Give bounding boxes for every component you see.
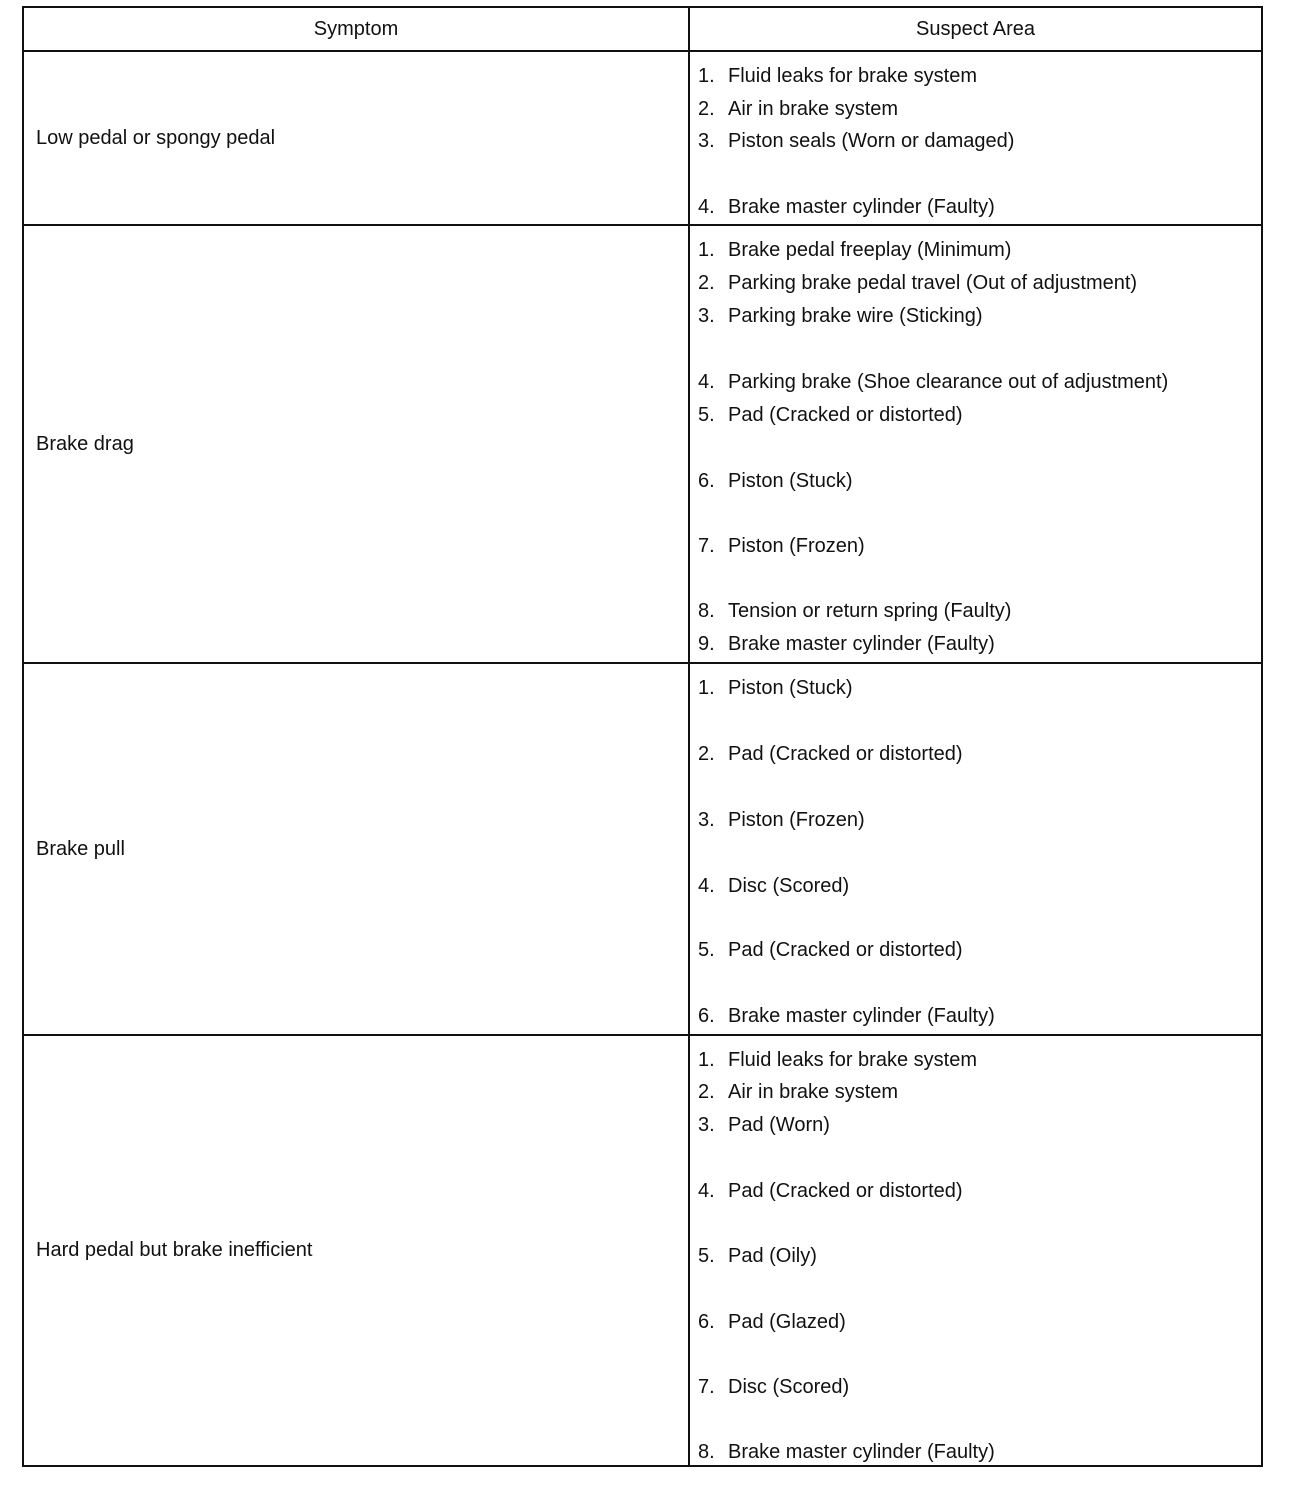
suspect-area-text: Disc (Scored) [728, 1376, 850, 1398]
header-row [24, 8, 1261, 50]
suspect-area-text: Brake master cylinder (Faulty) [728, 196, 995, 218]
list-item: 3. Piston (Frozen) [698, 809, 865, 831]
list-item: 2. Air in brake system [698, 1081, 899, 1103]
list-item: 8. Tension or return spring (Faulty) [698, 600, 1012, 622]
list-item: 7. Piston (Frozen) [698, 535, 865, 557]
list-item: 3. Pad (Worn) [698, 1114, 830, 1136]
list-item: 8. Brake master cylinder (Faulty) [698, 1441, 995, 1463]
list-item: 2. Pad (Cracked or distorted) [698, 743, 963, 765]
suspect-area-text: Piston (Stuck) [728, 470, 853, 492]
suspect-area-text: Piston seals (Worn or damaged) [728, 130, 1015, 152]
suspect-area-text: Parking brake wire (Sticking) [728, 305, 983, 327]
suspect-area-text: Piston (Frozen) [728, 809, 865, 831]
table-row [24, 662, 1261, 1034]
list-item: 9. Brake master cylinder (Faulty) [698, 633, 995, 655]
list-item: 5. Pad (Cracked or distorted) [698, 939, 963, 961]
list-item: 1. Piston (Stuck) [698, 677, 853, 699]
suspect-area-text: Pad (Cracked or distorted) [728, 743, 963, 765]
list-item: 2. Air in brake system [698, 98, 899, 120]
suspect-area-text: Pad (Glazed) [728, 1311, 846, 1333]
list-item: 3. Parking brake wire (Sticking) [698, 305, 983, 327]
suspect-area-text: Pad (Oily) [728, 1245, 817, 1267]
list-item: 7. Disc (Scored) [698, 1376, 850, 1398]
suspect-area-text: Air in brake system [728, 1081, 899, 1103]
suspect-area-list [698, 226, 1253, 662]
suspect-area-text: Brake pedal freeplay (Minimum) [728, 239, 1012, 261]
suspect-area-text: Brake master cylinder (Faulty) [728, 1005, 995, 1027]
suspect-area-text: Pad (Cracked or distorted) [728, 939, 963, 961]
suspect-area-text: Parking brake pedal travel (Out of adjustment) [728, 272, 1138, 294]
list-item: 6. Pad (Glazed) [698, 1311, 846, 1333]
list-item: 5. Pad (Oily) [698, 1245, 817, 1267]
list-item: 5. Pad (Cracked or distorted) [698, 404, 963, 426]
suspect-area-text: Fluid leaks for brake system [728, 1049, 977, 1071]
suspect-area-text: Brake master cylinder (Faulty) [728, 633, 995, 655]
symptom-cell: Hard pedal but brake inefficient [36, 1239, 313, 1261]
list-item: 1. Brake pedal freeplay (Minimum) [698, 239, 1012, 261]
suspect-area-text: Disc (Scored) [728, 875, 850, 897]
table-row [24, 50, 1261, 224]
suspect-area-text: Pad (Cracked or distorted) [728, 1180, 963, 1202]
list-item: 4. Brake master cylinder (Faulty) [698, 196, 995, 218]
list-item: 1. Fluid leaks for brake system [698, 65, 977, 87]
header-symptom: Symptom [313, 17, 399, 40]
suspect-area-text: Piston (Frozen) [728, 535, 865, 557]
list-item: 4. Pad (Cracked or distorted) [698, 1180, 963, 1202]
suspect-area-text: Air in brake system [728, 98, 899, 120]
suspect-area-list [698, 664, 1253, 1034]
list-item: 2. Parking brake pedal travel (Out of adjustment) [698, 272, 1138, 294]
suspect-area-text: Pad (Cracked or distorted) [728, 404, 963, 426]
suspect-area-text: Fluid leaks for brake system [728, 65, 977, 87]
symptom-cell: Low pedal or spongy pedal [36, 126, 276, 149]
table-row [24, 1034, 1261, 1465]
list-item: 4. Disc (Scored) [698, 875, 850, 897]
list-item: 1. Fluid leaks for brake system [698, 1049, 977, 1071]
list-item: 6. Brake master cylinder (Faulty) [698, 1005, 995, 1027]
troubleshooting-table [22, 6, 1263, 1467]
table-row [24, 224, 1261, 662]
header-suspect-area: Suspect Area [916, 17, 1035, 40]
suspect-area-list [698, 1036, 1253, 1465]
suspect-area-text: Brake master cylinder (Faulty) [728, 1441, 995, 1463]
suspect-area-text: Piston (Stuck) [728, 677, 853, 699]
symptom-cell: Brake drag [36, 432, 134, 455]
list-item: 3. Piston seals (Worn or damaged) [698, 130, 1015, 152]
suspect-area-text: Tension or return spring (Faulty) [728, 600, 1012, 622]
suspect-area-list [698, 52, 1253, 224]
list-item: 4. Parking brake (Shoe clearance out of adjustment) [698, 371, 1169, 393]
symptom-cell: Brake pull [36, 837, 125, 860]
list-item: 6. Piston (Stuck) [698, 470, 853, 492]
suspect-area-text: Parking brake (Shoe clearance out of adjustment) [728, 371, 1169, 393]
suspect-area-text: Pad (Worn) [728, 1114, 830, 1136]
